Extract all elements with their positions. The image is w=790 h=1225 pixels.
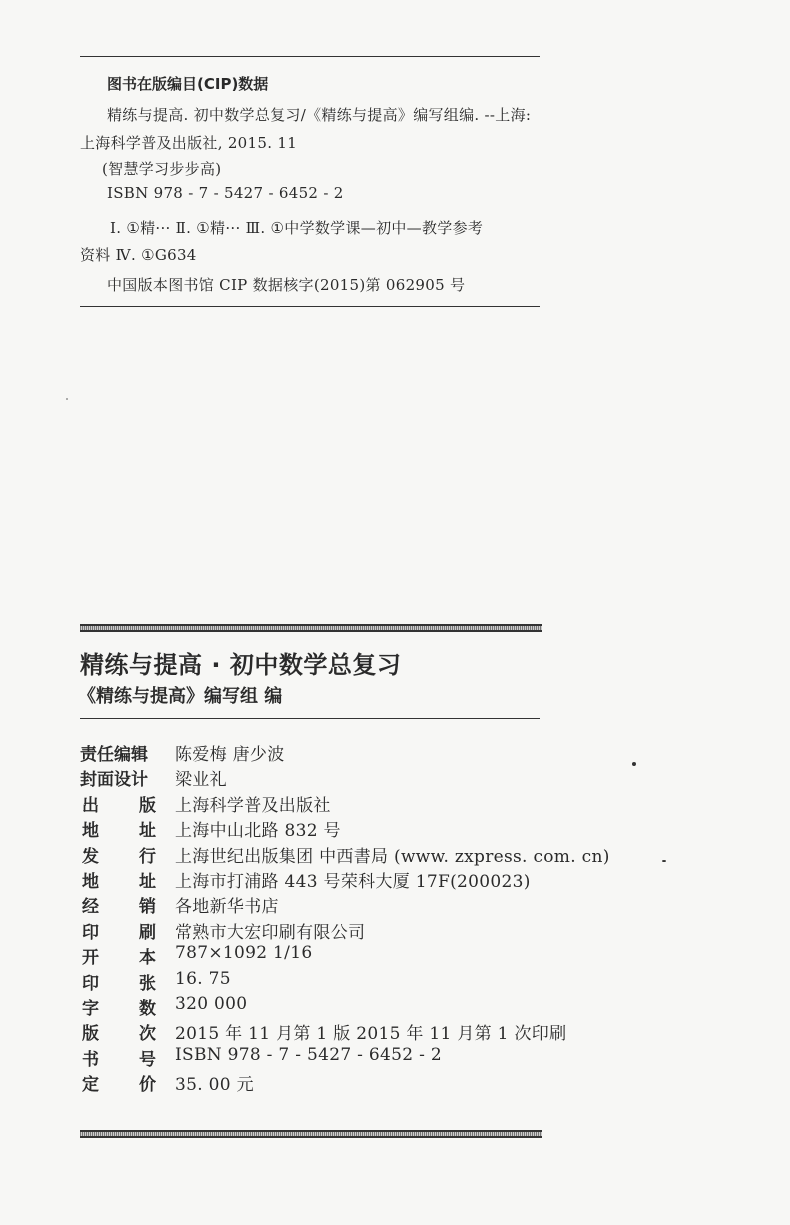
- info-label-char: 经: [82, 897, 99, 918]
- info-label-char: 本: [139, 948, 156, 969]
- info-label-char: 次: [139, 1024, 156, 1045]
- speck-3: [66, 398, 68, 400]
- info-label-char: 地: [82, 872, 99, 892]
- info-label: 封面设计: [80, 770, 148, 791]
- info-label: 责任编辑: [80, 745, 148, 765]
- info-label-char: 销: [139, 897, 156, 918]
- info-label-char: 价: [139, 1075, 156, 1096]
- info-value: 常熟市大宏印刷有限公司: [175, 922, 366, 943]
- info-label-char: 号: [139, 1049, 156, 1070]
- info-label-char: 版: [82, 1024, 99, 1045]
- info-label-char: 刷: [139, 922, 156, 943]
- book-info-rule: [80, 718, 540, 719]
- cip-line-5: Ⅰ. ①精··· Ⅱ. ①精··· Ⅲ. ①中学数学课—初中—教学参考: [110, 219, 484, 237]
- cip-top-rule: [80, 56, 540, 57]
- info-value: 35. 00 元: [175, 1075, 254, 1096]
- info-label: [80, 1019, 160, 1044]
- info-label: [80, 994, 160, 1019]
- book-title: 精练与提高 · 初中数学总复习: [80, 651, 402, 679]
- cip-bottom-rule: [80, 306, 540, 307]
- info-label: [80, 918, 160, 943]
- info-value: 787×1092 1/16: [175, 943, 313, 964]
- info-label-char: 发: [82, 846, 99, 867]
- info-label: [80, 791, 160, 816]
- book-bottom-double-rule: [80, 1130, 542, 1138]
- info-label-char: 数: [139, 999, 156, 1019]
- info-label: [80, 1045, 160, 1070]
- info-label-char: 出: [82, 795, 99, 816]
- info-label: [80, 943, 160, 968]
- info-label-char: 定: [82, 1075, 99, 1096]
- info-value: 上海市打浦路 443 号荣科大厦 17F(200023): [175, 872, 531, 892]
- cip-title: 图书在版编目(CIP)数据: [107, 75, 269, 93]
- info-label-char: 张: [139, 973, 156, 994]
- info-label-char: 开: [82, 948, 99, 969]
- info-value: 上海科学普及出版社: [175, 795, 331, 816]
- info-value: 各地新华书店: [175, 897, 279, 918]
- info-label-char: 印: [82, 973, 99, 994]
- info-label-char: 址: [139, 821, 156, 842]
- speck-1: [632, 762, 636, 766]
- cip-line-7: 中国版本图书馆 CIP 数据核字(2015)第 062905 号: [107, 276, 466, 294]
- info-label-char: 址: [139, 872, 156, 892]
- cip-line-6: 资料 Ⅳ. ①G634: [80, 246, 197, 264]
- info-value: 陈爱梅 唐少波: [175, 745, 285, 765]
- book-editor: 《精练与提高》编写组 编: [78, 686, 283, 707]
- cip-line-3: (智慧学习步步高): [102, 160, 222, 178]
- info-label-char: 地: [82, 821, 99, 842]
- info-label: [80, 867, 160, 892]
- info-label: [80, 816, 160, 841]
- cip-line-1: 精练与提高. 初中数学总复习/《精练与提高》编写组编. --上海:: [107, 106, 532, 124]
- info-value: 16. 75: [175, 968, 231, 989]
- info-label: [80, 1070, 160, 1095]
- info-value: 上海中山北路 832 号: [175, 821, 341, 842]
- info-value: 2015 年 11 月第 1 版 2015 年 11 月第 1 次印刷: [175, 1024, 567, 1045]
- info-value: ISBN 978 - 7 - 5427 - 6452 - 2: [175, 1044, 442, 1065]
- info-label-char: 行: [139, 846, 156, 867]
- info-label: [80, 892, 160, 917]
- info-label: [80, 969, 160, 994]
- speck-2: [662, 860, 666, 862]
- info-value: 320 000: [175, 994, 248, 1014]
- info-value: 上海世纪出版集团 中西書局 (www. zxpress. com. cn): [175, 846, 610, 867]
- info-value: 梁业礼: [175, 770, 227, 791]
- info-label-char: 字: [82, 999, 99, 1019]
- cip-line-2: 上海科学普及出版社, 2015. 11: [80, 134, 298, 152]
- info-label: [80, 842, 160, 867]
- info-label-char: 印: [82, 922, 99, 943]
- book-top-double-rule: [80, 624, 542, 632]
- info-label-char: 书: [82, 1049, 99, 1070]
- info-label-char: 版: [139, 795, 156, 816]
- cip-line-4: ISBN 978 - 7 - 5427 - 6452 - 2: [107, 184, 344, 202]
